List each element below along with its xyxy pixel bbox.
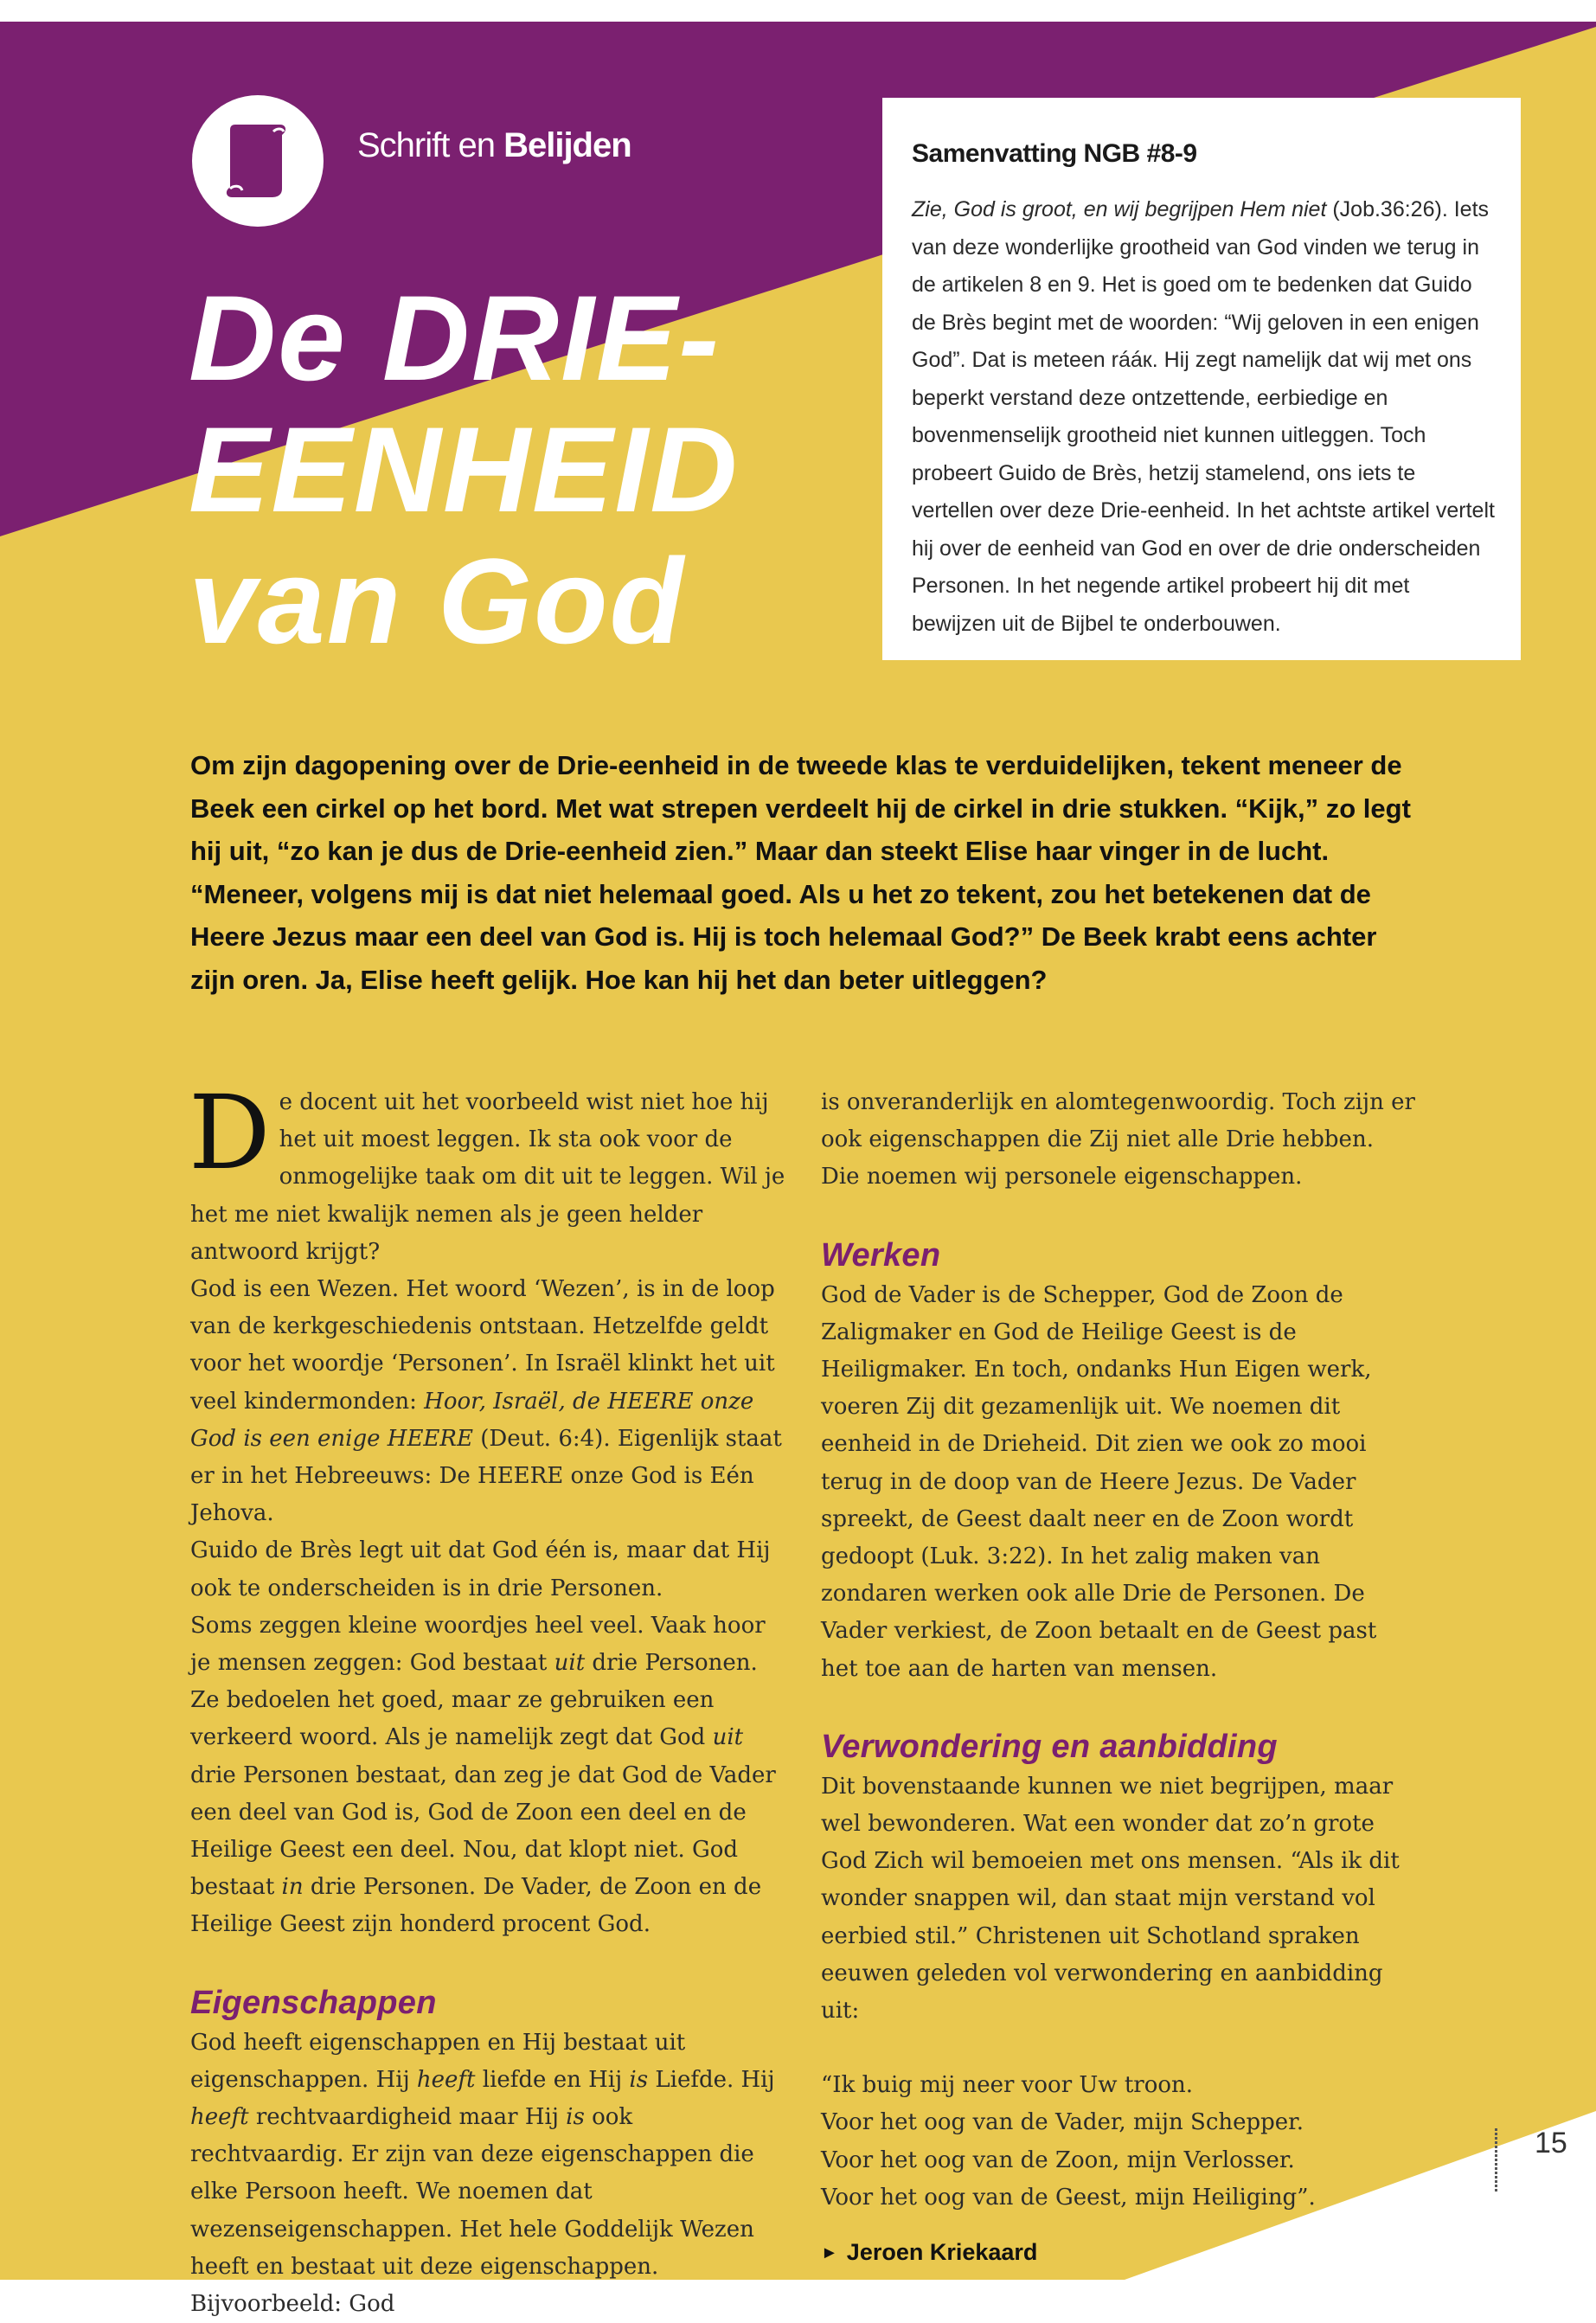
page-number: 15 [1535,2127,1567,2159]
author-name: Jeroen Kriekaard [846,2239,1038,2266]
body-paragraph: De docent uit het voorbeeld wist niet hoe hij het uit moest leggen. Ik sta ook voor de onmogelijke taak om dit uit te leggen. Wil je het me niet kwalijk nemen als je geen helder antwoord krijgt? [189,1073,785,1265]
summary-box [882,98,1521,660]
title-line-3: van God [189,533,686,669]
section-logo [192,95,324,227]
title-line-2: EENHEID [189,401,740,537]
subheading-werken: Werken [821,1236,941,1274]
poem-line: Voor het oog van de Geest, mijn Heiliging”. [821,2184,1316,2211]
section-label-bold: Belijden [503,126,631,164]
body-paragraph: God is een Wezen. Het woord ‘Wezen’, is in de loop van de kerkgeschiedenis ontstaan. Hetzelfde geldt voor het woordje ‘Personen’. In Israël klinkt het uit veel kindermonden: Hoor, Israël, de HEERE onze God is een enige HEERE (Deut. 6:4). Eigenlijk staat er in het Hebreeuws: De HEERE onze God is Eén Jehova. [190,1276,782,1527]
poem-line: Voor het oog van de Zoon, mijn Verlosser. [821,2147,1295,2173]
summary-quote-ref: (Job.36:26). [1326,197,1448,221]
body-paragraph: is onveranderlijk en alomtegenwoordig. Toch zijn er ook eigenschappen die Zij niet alle Drie hebben. Die noemen wij personele eigenschappen. [821,1089,1415,1190]
body-paragraph: God heeft eigenschappen en Hij bestaat uit eigenschappen. Hij heeft liefde en Hij is Liefde. Hij heeft rechtvaardigheid maar Hij is ook rechtvaardig. Er zijn van deze eigenschappen die elke Persoon heeft. We noemen dat wezenseigenschappen. Het hele Goddelijk Wezen heeft en bestaat uit deze eigenschappen. Bijvoorbeeld: God [190,2029,775,2318]
section-label [357,126,631,165]
drop-cap: D [189,1073,271,1192]
poem-line: “Ik buig mij neer voor Uw troon. [821,2072,1194,2099]
body-column-right [821,1084,1418,2274]
section-label-light: Schrift en [357,126,504,164]
title-line-1: De DRIE- [189,270,721,406]
subheading-eigenschappen: Eigenschappen [190,1984,437,2021]
arrow-icon: ► [821,2243,838,2263]
summary-quote: Zie, God is groot, en wij begrijpen Hem niet [912,197,1327,221]
summary-text [912,191,1495,643]
scroll-icon [223,121,292,201]
body-paragraph: Soms zeggen kleine woordjes heel veel. Vaak hoor je mensen zeggen: God bestaat uit drie Personen. Ze bedoelen het goed, maar ze gebruiken een verkeerd woord. Als je namelijk zegt dat God uit drie Personen bestaat, dan zeg je dat God de Vader een deel van God is, God de Zoon een deel en de Heilige Geest een deel. Nou, dat klopt niet. God bestaat in drie Personen. De Vader, de Zoon en de Heilige Geest zijn honderd procent God. [190,1612,776,1938]
body-paragraph: God de Vader is de Schepper, God de Zoon de Zaligmaker en God de Heilige Geest is de Heiligmaker. En toch, ondanks Hun Eigen werk, voeren Zij dit gezamenlijk uit. We noemen dit eenheid in de Drieheid. Dit zien we ook zo mooi terug in de doop van de Heere Jezus. De Vader spreekt, de Geest daalt neer en de Zoon wordt gedoopt (Luk. 3:22). In het zalig maken van zondaren werken ook alle Drie de Personen. De Vader verkiest, de Zoon betaalt en de Geest past het toe aan de harten van mensen. [821,1281,1377,1682]
intro-paragraph: Om zijn dagopening over de Drie-eenheid in de tweede klas te verduidelijken, tekent meneer de Beek een cirkel op het bord. Met wat strepen verdeelt hij de cirkel in drie stukken. “Kijk,” zo legt hij uit, “zo kan je dus de Drie-eenheid zien.” Maar dan steekt Elise haar vinger in de lucht. “Meneer, volgens mij is dat niet helemaal goed. Als u het zo tekent, zou het betekenen dat de Heere Jezus maar een deel van God is. Hij is toch helemaal God?” De Beek krabt eens achter zijn oren. Ja, Elise heeft gelijk. Hoe kan hij het dan beter uitleggen? [190,750,1411,995]
poem-line: Voor het oog van de Vader, mijn Schepper. [821,2109,1304,2136]
page-number-rule [1495,2128,1497,2193]
page-title [189,270,881,669]
summary-body: Iets van deze wonderlijke grootheid van God vinden we terug in de artikelen 8 en 9. Het is goed om te bedenken dat Guido de Brès begint met de woorden: “Wij geloven in een enigen God”. Dat is meteen rááк. Hij zegt namelijk dat wij met ons beperkt verstand deze ontzettende, eerbiedige en bovenmenselijk grootheid niet kunnen uitleggen. Toch probeert Guido de Brès, hetzij stamelend, ons iets te vertellen over deze Drie-eenheid. In het achtste artikel vertelt hij over de eenheid van God en over de drie onderscheiden Personen. In het negende artikel probeert hij dit met bewijzen uit de Bijbel te onderbouwen. [912,197,1495,636]
body-paragraph: Guido de Brès legt uit dat God één is, maar dat Hij ook te onderscheiden is in drie Personen. [190,1537,771,1601]
summary-heading: Samenvatting NGB #8-9 [912,139,1197,168]
subheading-verwondering: Verwondering en aanbidding [821,1728,1278,1765]
author-byline [821,2234,1418,2274]
body-paragraph: Dit bovenstaande kunnen we niet begrijpen, maar wel bewonderen. Wat een wonder dat zo’n grote God Zich wil bemoeien met ons mensen. “Als ik dit wonder snappen wil, dan staat mijn verstand vol eerbied stil.” Christenen uit Schotland spraken eeuwen geleden vol verwondering en aanbidding uit: [821,1773,1400,2025]
body-column-left [189,1073,787,2323]
